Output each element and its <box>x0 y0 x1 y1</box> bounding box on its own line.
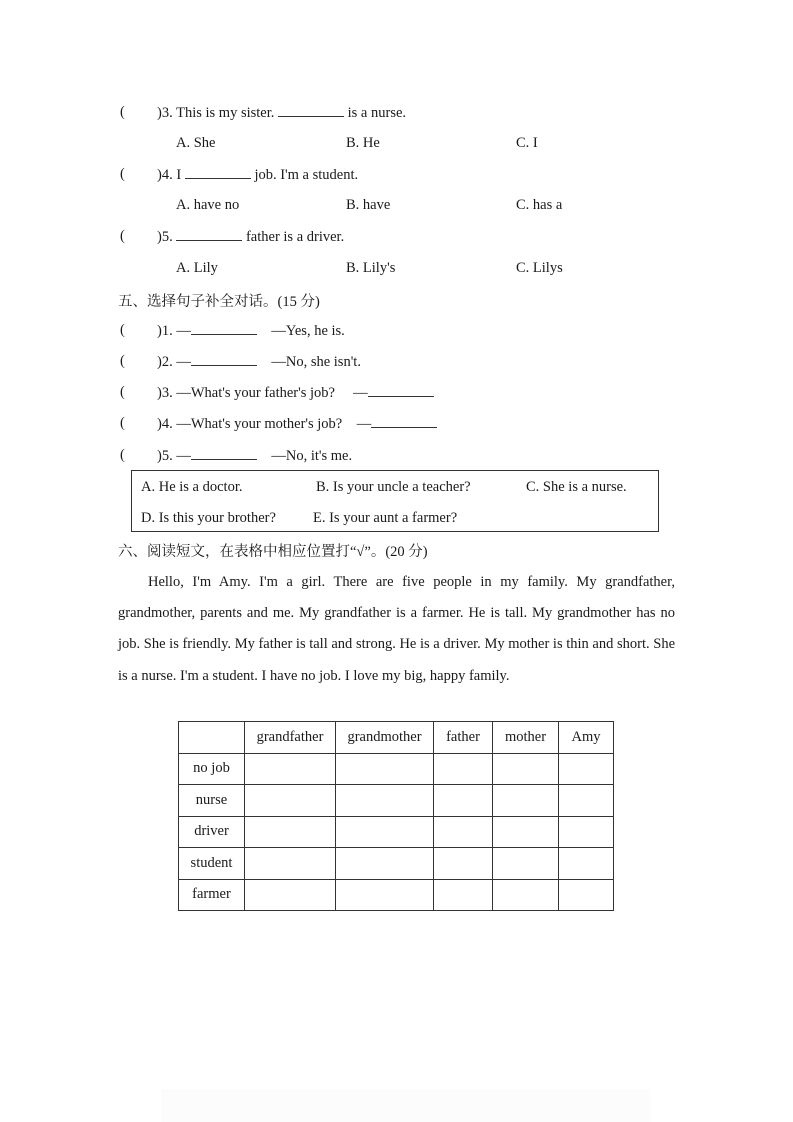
choice-e: E. Is your aunt a farmer? <box>313 510 458 526</box>
answer-paren: ( <box>120 384 125 400</box>
dialogue-4 <box>157 415 437 433</box>
answer-blank[interactable] <box>368 384 434 397</box>
question-number: )4. <box>157 167 173 183</box>
question-text-before: I <box>176 167 182 183</box>
answer-paren: ( <box>120 415 125 431</box>
table-header-cell: grandmother <box>336 722 434 754</box>
row-label: driver <box>179 816 245 848</box>
check-cell[interactable] <box>493 816 559 848</box>
option-a: A. have no <box>176 197 240 213</box>
dialogue-question: — <box>176 354 191 370</box>
section-heading-5: 五、选择句子补全对话。(15 分) <box>118 294 320 310</box>
table-header-row <box>179 722 614 754</box>
question-number: )5. <box>157 229 173 245</box>
row-label: student <box>179 848 245 880</box>
dialogue-2 <box>157 353 361 371</box>
dialogue-5 <box>157 447 352 465</box>
check-cell[interactable] <box>559 753 614 785</box>
option-b: B. He <box>346 135 380 151</box>
check-cell[interactable] <box>559 848 614 880</box>
dialogue-question: —What's your mother's job? <box>176 416 343 432</box>
question-text-after: job. I'm a student. <box>254 167 359 183</box>
check-cell[interactable] <box>493 753 559 785</box>
check-cell[interactable] <box>559 879 614 911</box>
check-cell[interactable] <box>245 848 336 880</box>
table-row <box>179 816 614 848</box>
answer-paren: ( <box>120 322 125 338</box>
question-number: )5. <box>157 448 173 464</box>
check-cell[interactable] <box>336 753 434 785</box>
check-cell[interactable] <box>434 753 493 785</box>
row-label: no job <box>179 753 245 785</box>
dialogue-question: — <box>176 448 191 464</box>
option-c: C. I <box>516 135 538 151</box>
table-header-cell <box>179 722 245 754</box>
answer-paren: ( <box>120 447 125 463</box>
question-number: )1. <box>157 323 173 339</box>
answer-blank[interactable] <box>185 166 251 179</box>
answer-blank[interactable] <box>191 353 257 366</box>
table-header-cell: father <box>434 722 493 754</box>
question-number: )3. <box>157 385 173 401</box>
dialogue-answer: —Yes, he is. <box>271 323 345 339</box>
dialogue-answer: —No, she isn't. <box>271 354 361 370</box>
section-heading-6: 六、阅读短文，在表格中相应位置打“√”。(20 分) <box>118 544 428 560</box>
option-c: C. has a <box>516 197 563 213</box>
question-4 <box>157 166 358 184</box>
dialogue-answer: — <box>353 385 368 401</box>
option-b: B. Lily's <box>346 260 396 276</box>
check-cell[interactable] <box>434 785 493 817</box>
option-a: A. Lily <box>176 260 218 276</box>
option-b: B. have <box>346 197 391 213</box>
answer-table <box>178 721 614 911</box>
table-header-cell: grandfather <box>245 722 336 754</box>
check-cell[interactable] <box>493 879 559 911</box>
question-text-after: is a nurse. <box>347 105 407 121</box>
answer-blank[interactable] <box>176 228 242 241</box>
question-text-after: father is a driver. <box>245 229 345 245</box>
dialogue-question: — <box>176 323 191 339</box>
answer-blank[interactable] <box>278 104 344 117</box>
choice-c: C. She is a nurse. <box>526 479 627 495</box>
check-cell[interactable] <box>245 753 336 785</box>
table-row <box>179 879 614 911</box>
dialogue-answer: —No, it's me. <box>271 448 353 464</box>
check-cell[interactable] <box>336 816 434 848</box>
choices-box <box>131 470 659 532</box>
check-cell[interactable] <box>434 848 493 880</box>
question-number: )2. <box>157 354 173 370</box>
table-row <box>179 848 614 880</box>
question-text-before: This is my sister. <box>176 105 275 121</box>
page-footer <box>161 1089 650 1122</box>
table-header-cell: mother <box>493 722 559 754</box>
reading-passage <box>118 567 675 692</box>
option-a: A. She <box>176 135 216 151</box>
question-number: )3. <box>157 105 173 121</box>
choice-d: D. Is this your brother? <box>141 510 276 526</box>
check-cell[interactable] <box>336 879 434 911</box>
check-cell[interactable] <box>336 785 434 817</box>
answer-paren: ( <box>120 104 125 120</box>
check-cell[interactable] <box>245 816 336 848</box>
option-c: C. Lilys <box>516 260 563 276</box>
answer-blank[interactable] <box>371 415 437 428</box>
answer-paren: ( <box>120 228 125 244</box>
answer-blank[interactable] <box>191 447 257 460</box>
answer-blank[interactable] <box>191 322 257 335</box>
check-cell[interactable] <box>434 879 493 911</box>
check-cell[interactable] <box>559 785 614 817</box>
choice-a: A. He is a doctor. <box>141 479 243 495</box>
choice-b: B. Is your uncle a teacher? <box>316 479 471 495</box>
question-3 <box>157 104 406 122</box>
check-cell[interactable] <box>493 848 559 880</box>
dialogue-answer: — <box>356 416 372 432</box>
row-label: nurse <box>179 785 245 817</box>
dialogue-1 <box>157 322 345 340</box>
check-cell[interactable] <box>493 785 559 817</box>
question-5 <box>157 228 344 246</box>
check-cell[interactable] <box>336 848 434 880</box>
passage-text: Hello, I'm Amy. I'm a girl. There are five people in my family. My grandfather, grandmother, parents and me. My grandfather is a farmer. He is tall. My grandmother has no job. She is friendly. My father is tall and strong. He is a driver. My mother is thin and short. She is a nurse. I'm a student. I have no job. I love my big, happy family. <box>118 574 675 684</box>
check-cell[interactable] <box>559 816 614 848</box>
check-cell[interactable] <box>434 816 493 848</box>
answer-paren: ( <box>120 166 125 182</box>
table-header-cell: Amy <box>559 722 614 754</box>
dialogue-question: —What's your father's job? <box>176 385 335 401</box>
row-label: farmer <box>179 879 245 911</box>
dialogue-3 <box>157 384 434 402</box>
table-row <box>179 785 614 817</box>
table-row <box>179 753 614 785</box>
answer-paren: ( <box>120 353 125 369</box>
check-cell[interactable] <box>245 785 336 817</box>
check-cell[interactable] <box>245 879 336 911</box>
question-number: )4. <box>157 416 173 432</box>
